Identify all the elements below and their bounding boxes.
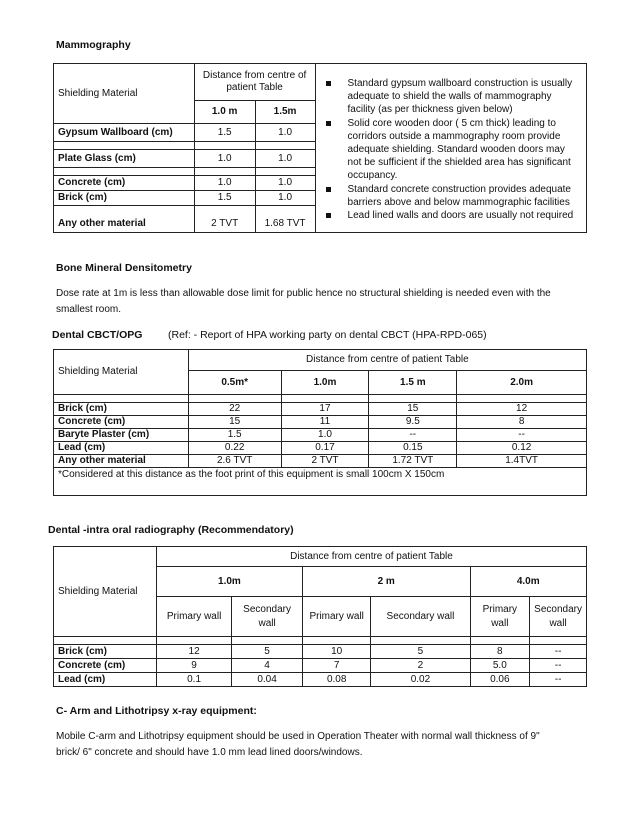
cell-value: 0.12 bbox=[457, 442, 587, 455]
cell-value: 1.0 bbox=[255, 124, 315, 142]
row-material: Concrete (cm) bbox=[54, 176, 195, 191]
cell-value: 5.0 bbox=[470, 659, 530, 673]
cbct-table bbox=[53, 349, 587, 496]
cell-value: 1.72 TVT bbox=[369, 455, 457, 468]
bmd-text: Dose rate at 1m is less than allowable dose limit for public hence no structural shielding is needed even with the smallest room. bbox=[56, 288, 551, 315]
row-material: Gypsum Wallboard (cm) bbox=[54, 124, 195, 142]
cell-value: -- bbox=[369, 429, 457, 442]
cell-value: -- bbox=[530, 659, 587, 673]
row-material: Plate Glass (cm) bbox=[54, 150, 195, 168]
row-material: Any other material bbox=[54, 455, 189, 468]
carm-text: Mobile C-arm and Lithotripsy equipment should be used in Operation Theater with normal wall thickness of 9" brick/ 6" concrete and should have 1.0 mm lead lined doors/windows. bbox=[56, 731, 540, 758]
column-header: 2 m bbox=[302, 567, 470, 597]
distance-header: Distance from centre of patient Table bbox=[156, 547, 586, 567]
row-material: Brick (cm) bbox=[54, 403, 189, 416]
column-header: 1.0m bbox=[156, 567, 302, 597]
row-material: Lead (cm) bbox=[54, 673, 157, 687]
mammography-notes bbox=[315, 64, 586, 233]
cell-value: 1.5 bbox=[194, 124, 255, 142]
column-header: 1.5 m bbox=[369, 371, 457, 395]
row-material: Concrete (cm) bbox=[54, 416, 189, 429]
cell-value: 9 bbox=[156, 659, 231, 673]
cell-value: 0.1 bbox=[156, 673, 231, 687]
cbct-footnote: *Considered at this distance as the foot print of this equipment is small 100cm X 150cm bbox=[54, 468, 587, 496]
cell-value: 0.17 bbox=[281, 442, 369, 455]
cbct-reference: (Ref: - Report of HPA working party on dental CBCT (HPA-RPD-065) bbox=[168, 329, 487, 341]
primary-wall-header: Primary wall bbox=[156, 597, 231, 637]
column-header: 0.5m* bbox=[188, 371, 281, 395]
cell-value: 2.6 TVT bbox=[188, 455, 281, 468]
cell-value: 0.06 bbox=[470, 673, 530, 687]
column-header: 1.0 m bbox=[194, 101, 255, 124]
primary-wall-header: Primary wall bbox=[470, 597, 530, 637]
cell-value: 0.08 bbox=[302, 673, 370, 687]
cell-value: 15 bbox=[188, 416, 281, 429]
mammography-heading: Mammography bbox=[56, 39, 131, 51]
row-material: Concrete (cm) bbox=[54, 659, 157, 673]
cell-value: 17 bbox=[281, 403, 369, 416]
note-item: Lead lined walls and doors are usually not required bbox=[324, 209, 580, 222]
cell-value: 8 bbox=[470, 645, 530, 659]
material-header: Shielding Material bbox=[54, 350, 189, 395]
material-header: Shielding Material bbox=[54, 64, 195, 124]
note-item: Standard concrete construction provides adequate barriers above and below mammographic facilities bbox=[324, 183, 580, 209]
cell-value: 12 bbox=[457, 403, 587, 416]
column-header: 2.0m bbox=[457, 371, 587, 395]
row-material: Brick (cm) bbox=[54, 645, 157, 659]
cell-value: 2 bbox=[371, 659, 470, 673]
cell-value: 1.0 bbox=[194, 176, 255, 191]
distance-header: Distance from centre of patient Table bbox=[188, 350, 586, 371]
cell-value: 2 TVT bbox=[194, 206, 255, 233]
row-material: Any other material bbox=[54, 206, 195, 233]
intra-heading: Dental -intra oral radiography (Recommendatory) bbox=[48, 524, 294, 536]
cell-value: 2 TVT bbox=[281, 455, 369, 468]
cell-value: 1.68 TVT bbox=[255, 206, 315, 233]
cell-value: 1.0 bbox=[255, 176, 315, 191]
cell-value: 9.5 bbox=[369, 416, 457, 429]
cell-value: 1.5 bbox=[194, 191, 255, 206]
material-header: Shielding Material bbox=[54, 547, 157, 637]
mammography-table bbox=[53, 63, 587, 233]
primary-wall-header: Primary wall bbox=[302, 597, 370, 637]
column-header: 4.0m bbox=[470, 567, 587, 597]
note-item: Standard gypsum wallboard construction is usually adequate to shield the walls of mammography facility (as per thickness given below) bbox=[324, 77, 580, 117]
cell-value: 12 bbox=[156, 645, 231, 659]
cell-value: 5 bbox=[232, 645, 303, 659]
cell-value: 0.04 bbox=[232, 673, 303, 687]
cell-value: 7 bbox=[302, 659, 370, 673]
cell-value: 4 bbox=[232, 659, 303, 673]
column-header: 1.5m bbox=[255, 101, 315, 124]
column-header: 1.0m bbox=[281, 371, 369, 395]
bmd-heading: Bone Mineral Densitometry bbox=[56, 262, 192, 274]
cbct-heading: Dental CBCT/OPG bbox=[52, 329, 143, 341]
cell-value: 22 bbox=[188, 403, 281, 416]
cell-value: 8 bbox=[457, 416, 587, 429]
cell-value: -- bbox=[530, 645, 587, 659]
cell-value: 10 bbox=[302, 645, 370, 659]
cell-value: 1.4TVT bbox=[457, 455, 587, 468]
cell-value: 0.22 bbox=[188, 442, 281, 455]
secondary-wall-header: Secondary wall bbox=[530, 597, 587, 637]
cell-value: 0.02 bbox=[371, 673, 470, 687]
cell-value: 15 bbox=[369, 403, 457, 416]
cell-value: -- bbox=[457, 429, 587, 442]
cell-value: -- bbox=[530, 673, 587, 687]
cell-value: 1.0 bbox=[255, 150, 315, 168]
carm-heading: C- Arm and Lithotripsy x-ray equipment: bbox=[56, 705, 257, 717]
cell-value: 1.0 bbox=[281, 429, 369, 442]
secondary-wall-header: Secondary wall bbox=[371, 597, 470, 637]
distance-header: Distance from centre of patient Table bbox=[194, 64, 315, 101]
intra-table bbox=[53, 546, 587, 687]
row-material: Lead (cm) bbox=[54, 442, 189, 455]
row-material: Brick (cm) bbox=[54, 191, 195, 206]
cell-value: 1.0 bbox=[255, 191, 315, 206]
cell-value: 0.15 bbox=[369, 442, 457, 455]
bmd-text-block bbox=[56, 286, 568, 318]
row-material: Baryte Plaster (cm) bbox=[54, 429, 189, 442]
cell-value: 11 bbox=[281, 416, 369, 429]
carm-text-block bbox=[56, 729, 556, 761]
cell-value: 1.0 bbox=[194, 150, 255, 168]
secondary-wall-header: Secondary wall bbox=[232, 597, 303, 637]
cell-value: 5 bbox=[371, 645, 470, 659]
cell-value: 1.5 bbox=[188, 429, 281, 442]
note-item: Solid core wooden door ( 5 cm thick) leading to corridors outside a mammography room provide adequate shielding. Standard wooden doors may not be sufficient if the shielded area has significant occupancy. bbox=[324, 117, 580, 183]
